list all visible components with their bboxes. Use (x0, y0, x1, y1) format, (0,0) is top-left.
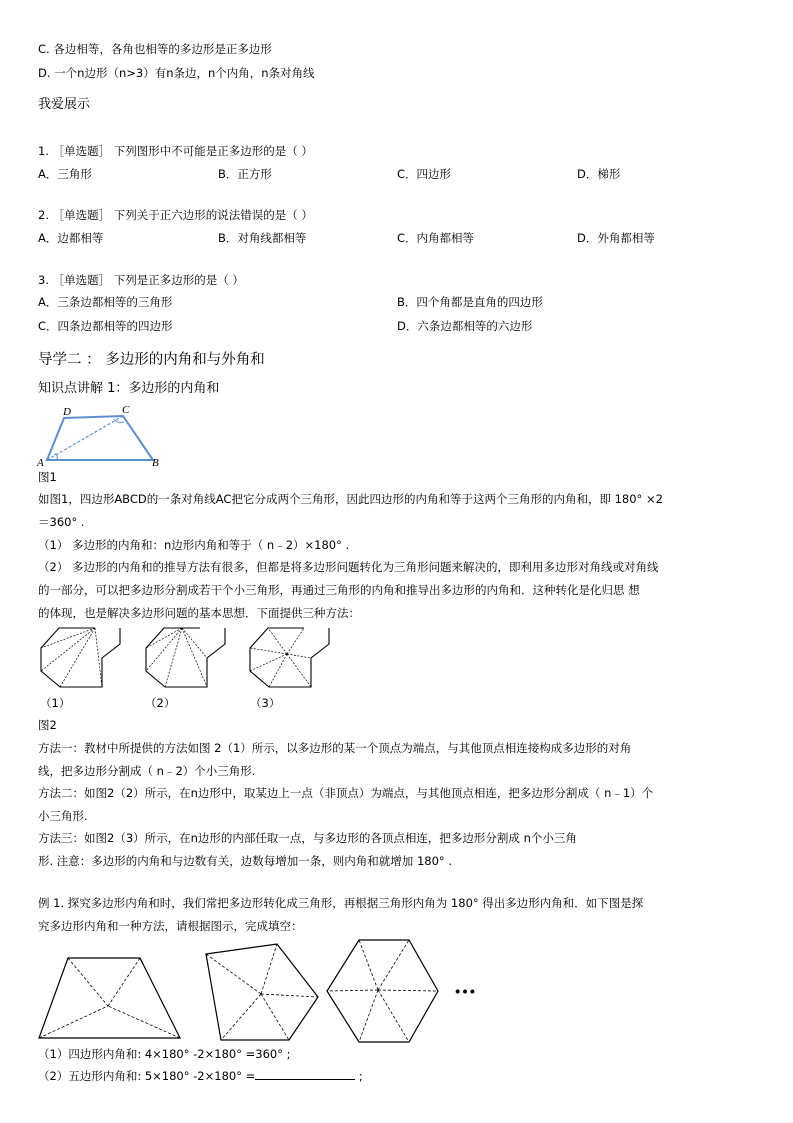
question-1-stem: 1. ［单选题］ 下列图形中不可能是正多边形的是（ ） (38, 144, 313, 158)
vertex-label-b: B (152, 457, 159, 469)
item2-line3: 的体现，也是解决多边形问题的基本思想．下面提供三种方法： (38, 606, 360, 620)
answer-2-prefix: （2）五边形内角和: 5×180° -2×180° = (38, 1069, 256, 1083)
q1-option-c[interactable]: C．四边形 (397, 167, 452, 181)
q3-option-a[interactable]: A．三条边都相等的三角形 (38, 295, 173, 309)
q3-option-b[interactable]: B．四个角都是直角的四边形 (397, 295, 543, 309)
question-3-stem: 3. ［单选题］ 下列是正多边形的是（ ） (38, 273, 244, 287)
para1-line1: 如图1，四边形ABCD的一条对角线AC把它分成两个三角形，因此四边形的内角和等于这两个三角形的内角和，即 180° ×2 (38, 492, 663, 506)
example-quadrilateral (38, 956, 182, 1040)
para1-line2: ＝360° . (38, 515, 85, 529)
example-pentagon (203, 942, 321, 1044)
vertex-label-a: A (37, 457, 44, 469)
q1-option-b[interactable]: B．正方形 (218, 167, 272, 181)
example-hexagon (325, 938, 440, 1044)
q2-option-b[interactable]: B．对角线都相等 (218, 231, 307, 245)
figure-1-caption: 图1 (38, 470, 57, 484)
q3-option-d[interactable]: D．六条边都相等的六边形 (397, 319, 533, 333)
method2-line1: 方法二：如图2（2）所示，在n边形中，取某边上一点（非顶点）为端点，与其他顶点相连，把多边形分割成（ n﹣1）个 (38, 786, 654, 800)
figure-2-caption: 图2 (38, 718, 57, 732)
answer-1: （1）四边形内角和: 4×180° -2×180° =360° ; (38, 1047, 291, 1061)
vertex-label-d: D (63, 406, 71, 418)
q1-option-a[interactable]: A．三角形 (38, 167, 92, 181)
example1-line2: 究多边形内角和一种方法，请根据图示，完成填空： (38, 919, 303, 933)
section-title: 导学二 ： 多边形的内角和与外角和 (38, 352, 265, 368)
option-c-text: C. 各边相等，各角也相等的多边形是正多边形 (38, 42, 272, 56)
item2-line1: （2） 多边形的内角和的推导方法有很多，但都是将多边形问题转化为三角形问题来解决的，即利用多边形对角线或对角线 (38, 560, 659, 574)
figure-2-octagon-2 (145, 624, 227, 690)
item2-line2: 的一部分，可以把多边形分割成若干个小三角形，再通过三角形的内角和推导出多边形的内角和．这种转化是化归思 想 (38, 583, 640, 597)
q2-option-c[interactable]: C．内角都相等 (397, 231, 475, 245)
figure-2-octagon-3 (249, 624, 331, 690)
answer-2-suffix: ; (355, 1069, 363, 1083)
method3-line1: 方法三：如图2（3）所示，在n边形的内部任取一点，与多边形的各顶点相连，把多边形分割成 n个小三角 (38, 831, 577, 845)
fig2-label-3: （3） (250, 696, 281, 710)
vertex-label-c: C (122, 404, 130, 416)
fig2-label-2: （2） (145, 696, 176, 710)
item1-text: （1） 多边形的内角和：n边形内角和等于（ n﹣2）×180° . (38, 538, 350, 552)
q1-option-d[interactable]: D．梯形 (577, 167, 621, 181)
method2-line2: 小三角形. (38, 809, 88, 823)
q2-option-d[interactable]: D．外角都相等 (577, 231, 655, 245)
answer-2 (38, 1068, 363, 1084)
option-d-text: D. 一个n边形（n>3）有n条边，n个内角，n条对角线 (38, 66, 315, 80)
method1-line1: 方法一：教材中所提供的方法如图 2（1）所示，以多边形的某一个顶点为端点，与其他顶点相连接构成多边形的对角 (38, 741, 632, 755)
question-2-stem: 2. ［单选题］ 下列关于正六边形的说法错误的是（ ） (38, 208, 313, 222)
figure-2-octagon-1 (40, 624, 122, 690)
method1-line2: 线，把多边形分割成（ n﹣2）个小三角形. (38, 764, 256, 778)
q3-option-c[interactable]: C．四条边都相等的四边形 (38, 319, 173, 333)
method3-line2: 形. 注意：多边形的内角和与边数有关，边数每增加一条，则内角和就增加 180° . (38, 854, 452, 868)
q2-option-a[interactable]: A．边都相等 (38, 231, 104, 245)
show-heading: 我爱展示 (38, 97, 91, 112)
answer-2-blank[interactable] (255, 1068, 355, 1080)
figure-1-quadrilateral (36, 404, 166, 468)
example1-line1: 例 1. 探究多边形内角和时，我们常把多边形转化成三角形，再根据三角形内角为 180° 得出多边形内角和．如下图是探 (38, 896, 644, 910)
ellipsis-text: ••• (454, 985, 477, 999)
fig2-label-1: （1） (40, 696, 71, 710)
knowledge-point-title: 知识点讲解 1：多边形的内角和 (38, 381, 220, 396)
